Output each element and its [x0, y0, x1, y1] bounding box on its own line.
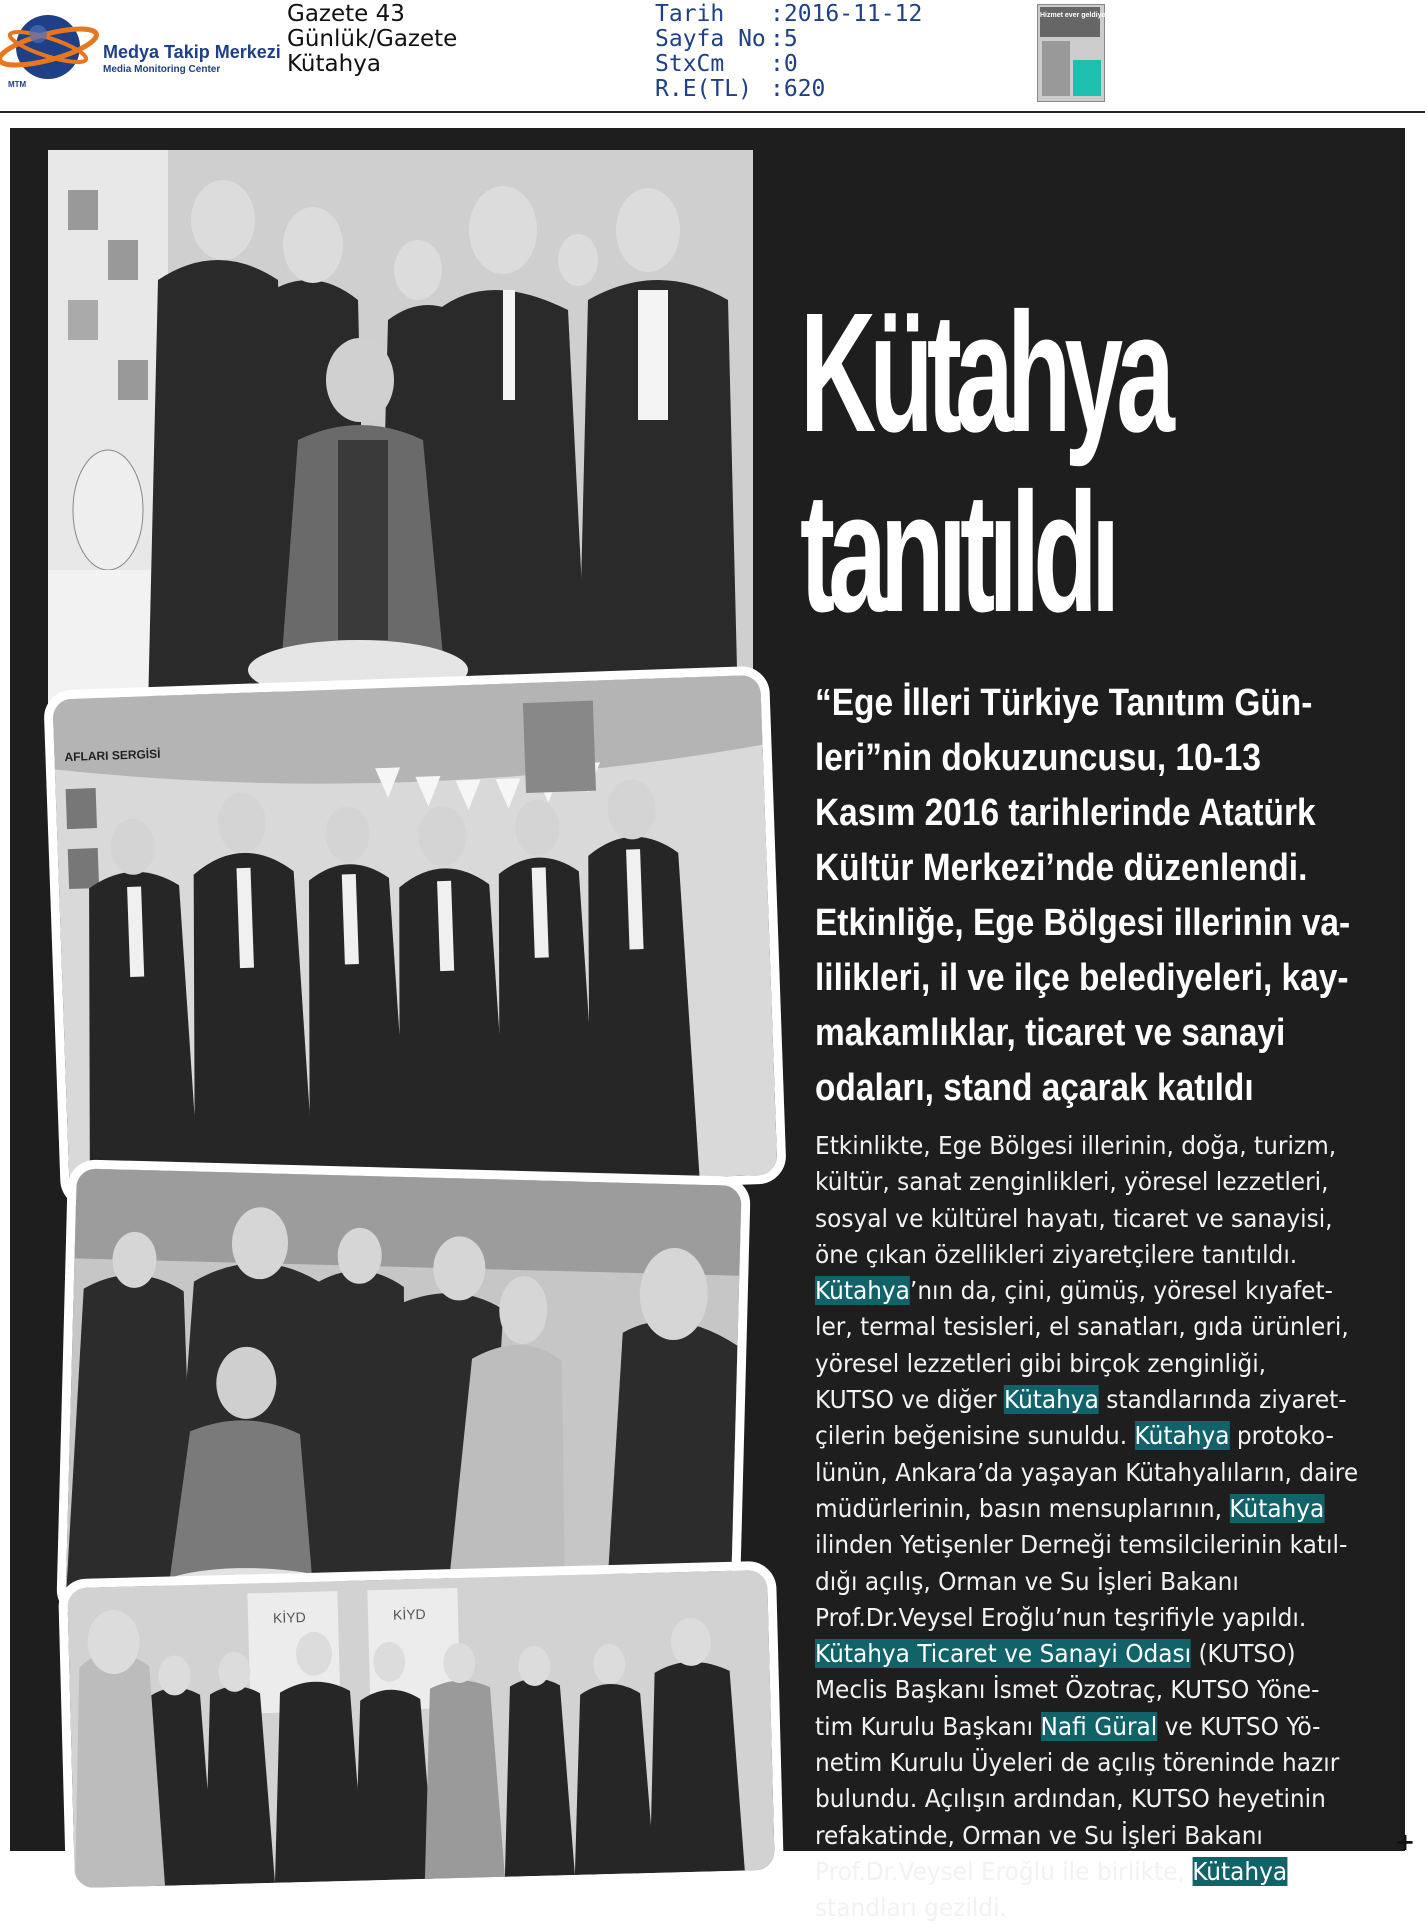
highlighted-keyword: Kütahya Ticaret ve Sanayi Odası — [815, 1639, 1192, 1669]
article-body — [815, 1128, 1373, 1927]
body-text-segment: ler, termal tesisleri, el sanatları, gıda ürünleri, — [815, 1312, 1349, 1342]
body-line — [815, 1890, 1373, 1926]
body-text-segment: standları gezildi. — [815, 1893, 1007, 1923]
photo-illustration — [52, 675, 777, 1199]
article-headline — [800, 278, 1172, 648]
highlighted-keyword: Kütahya — [1229, 1493, 1325, 1523]
subhead-line: Kültür Merkezi’nde düzenlendi. — [815, 847, 1308, 889]
body-line — [815, 1273, 1373, 1309]
logo-name: Medya Takip Merkezi — [103, 42, 281, 62]
meta-value: :0 — [770, 51, 798, 77]
body-line — [815, 1636, 1373, 1672]
logo-tagline: Media Monitoring Center — [103, 64, 221, 75]
body-text-segment: Etkinlikte, Ege Bölgesi illerinin, doğa, turizm, — [815, 1131, 1337, 1160]
headline-line-2: tanıtıldı — [800, 458, 1114, 648]
body-text-segment: Prof.Dr.Veysel Eroğlu’nun teşrifiyle yapıldı. — [815, 1602, 1307, 1632]
highlighted-keyword: Kütahya — [1134, 1421, 1230, 1451]
article-subhead — [815, 676, 1351, 1116]
body-text-segment: sosyal ve kültürel hayatı, ticaret ve sanayisi, — [815, 1203, 1333, 1233]
meta-value: :2016-11-12 — [770, 1, 923, 27]
highlighted-keyword: Kütahya — [1003, 1385, 1099, 1415]
publication-info — [287, 2, 457, 77]
highlighted-keyword: Kütahya — [815, 1276, 910, 1306]
body-line — [815, 1237, 1373, 1273]
meta-row — [655, 27, 922, 52]
body-text-segment: netim Kurulu Üyeleri de açılış töreninde hazır — [815, 1748, 1340, 1778]
body-text-segment: ’nın da, çini, gümüş, yöresel kıyafet- — [909, 1276, 1333, 1306]
body-text-segment: KUTSO ve diğer — [815, 1385, 1004, 1415]
meta-value: :5 — [770, 26, 798, 52]
body-text-segment: ve KUTSO Yö- — [1157, 1711, 1321, 1741]
thumbnail-block — [1073, 60, 1101, 96]
photo-group-kiyd-stand — [58, 1561, 784, 1898]
publication-frequency: Günlük/Gazete — [287, 26, 458, 52]
article-page — [10, 128, 1405, 1923]
body-text-segment: öne çıkan özellikleri ziyaretçilere tanıtıldı. — [815, 1239, 1298, 1269]
subhead-line: Kasım 2016 tarihlerinde Atatürk — [815, 792, 1316, 834]
globe-icon — [0, 4, 110, 90]
photo-illustration — [48, 150, 753, 710]
body-line — [815, 1564, 1373, 1600]
subhead-line: Etkinliğe, Ege Bölgesi illerinin va- — [815, 902, 1351, 944]
body-line — [815, 1164, 1373, 1200]
body-line — [815, 1818, 1373, 1854]
kiyd-sign-left: KİYD — [272, 1608, 306, 1626]
body-line — [815, 1201, 1373, 1237]
body-line — [815, 1745, 1373, 1781]
body-line — [815, 1709, 1373, 1745]
photo-illustration — [67, 1570, 775, 1888]
mtm-logo — [0, 4, 285, 90]
meta-key: Sayfa No — [655, 26, 766, 52]
body-text-segment: bulundu. Açılışın ardından, KUTSO heyetinin — [815, 1784, 1326, 1814]
body-text-segment: ilinden Yetişenler Derneği temsilcilerinin katıl- — [815, 1530, 1348, 1560]
publication-name: Gazete 43 — [287, 1, 405, 27]
body-text-segment: çilerin beğenisine sunuldu. — [815, 1421, 1135, 1451]
body-text-segment: lünün, Ankara’da yaşayan Kütahyalıların, daire — [815, 1457, 1359, 1487]
header-divider — [0, 111, 1425, 113]
body-line — [815, 1491, 1373, 1527]
body-line — [815, 1854, 1373, 1890]
photo-group-ceramics-stand — [48, 150, 753, 710]
body-line — [815, 1418, 1373, 1454]
body-text-segment: kültür, sanat zenginlikleri, yöresel lezzetleri, — [815, 1167, 1329, 1197]
thumbnail-block — [1042, 41, 1070, 96]
body-line — [815, 1455, 1373, 1491]
logo-abbr: MTM — [8, 80, 27, 89]
body-text-segment: tim Kurulu Başkanı — [815, 1711, 1041, 1741]
body-text-segment: müdürlerinin, basın mensuplarının, — [815, 1493, 1230, 1523]
clipping-meta — [655, 2, 922, 102]
body-line — [815, 1781, 1373, 1817]
body-line — [815, 1382, 1373, 1418]
publication-city: Kütahya — [287, 51, 381, 77]
plus-icon[interactable]: + — [1395, 1828, 1416, 1856]
body-text-segment: protoko- — [1229, 1421, 1334, 1451]
subhead-line: leri”nin dokuzuncusu, 10-13 — [815, 737, 1261, 779]
meta-value: :620 — [770, 76, 826, 102]
kiyd-sign-right: KİYD — [392, 1605, 426, 1623]
highlighted-keyword: Kütahya — [1192, 1856, 1288, 1886]
meta-key: Tarih — [655, 1, 725, 27]
photo-illustration — [65, 1168, 741, 1625]
thumbnail-caption: Hizmet ever geldiyor — [1040, 12, 1109, 19]
body-line — [815, 1600, 1373, 1636]
subhead-line: makamlıklar, ticaret ve sanayi — [815, 1012, 1286, 1054]
body-text-segment: Prof.Dr.Veysel Eroğlu ile birlikte, — [815, 1856, 1193, 1886]
body-line — [815, 1527, 1373, 1563]
meta-row — [655, 2, 922, 27]
body-text-segment: standlarında ziyaret- — [1098, 1385, 1347, 1415]
body-line — [815, 1672, 1373, 1708]
body-line — [815, 1309, 1373, 1345]
body-text-segment: dığı açılış, Orman ve Su İşleri Bakanı — [815, 1566, 1239, 1596]
subhead-line: “Ege İlleri Türkiye Tanıtım Gün- — [815, 682, 1313, 724]
photo-group-exhibition-hall — [43, 665, 787, 1208]
body-text-segment: (KUTSO) — [1191, 1639, 1296, 1669]
highlighted-keyword: Nafi Güral — [1040, 1711, 1158, 1741]
subhead-line: lilikleri, il ve ilçe belediyeleri, kay- — [815, 957, 1349, 999]
body-line — [815, 1346, 1373, 1382]
body-text-segment: yöresel lezzetleri gibi birçok zenginliği, — [815, 1348, 1267, 1378]
meta-key: R.E(TL) — [655, 76, 752, 102]
meta-row — [655, 52, 922, 77]
headline-line-1: Kütahya — [800, 278, 1169, 468]
body-line — [815, 1128, 1373, 1164]
subhead-line: odaları, stand açarak katıldı — [815, 1067, 1254, 1109]
body-text-segment: Meclis Başkanı İsmet Özotraç, KUTSO Yöne- — [815, 1675, 1320, 1705]
meta-row — [655, 77, 922, 102]
body-text-segment: refakatinde, Orman ve Su İşleri Bakanı — [815, 1820, 1263, 1850]
meta-key: StxCm — [655, 51, 725, 77]
banner-sign-text: AFLARI SERGİSİ — [64, 746, 161, 765]
